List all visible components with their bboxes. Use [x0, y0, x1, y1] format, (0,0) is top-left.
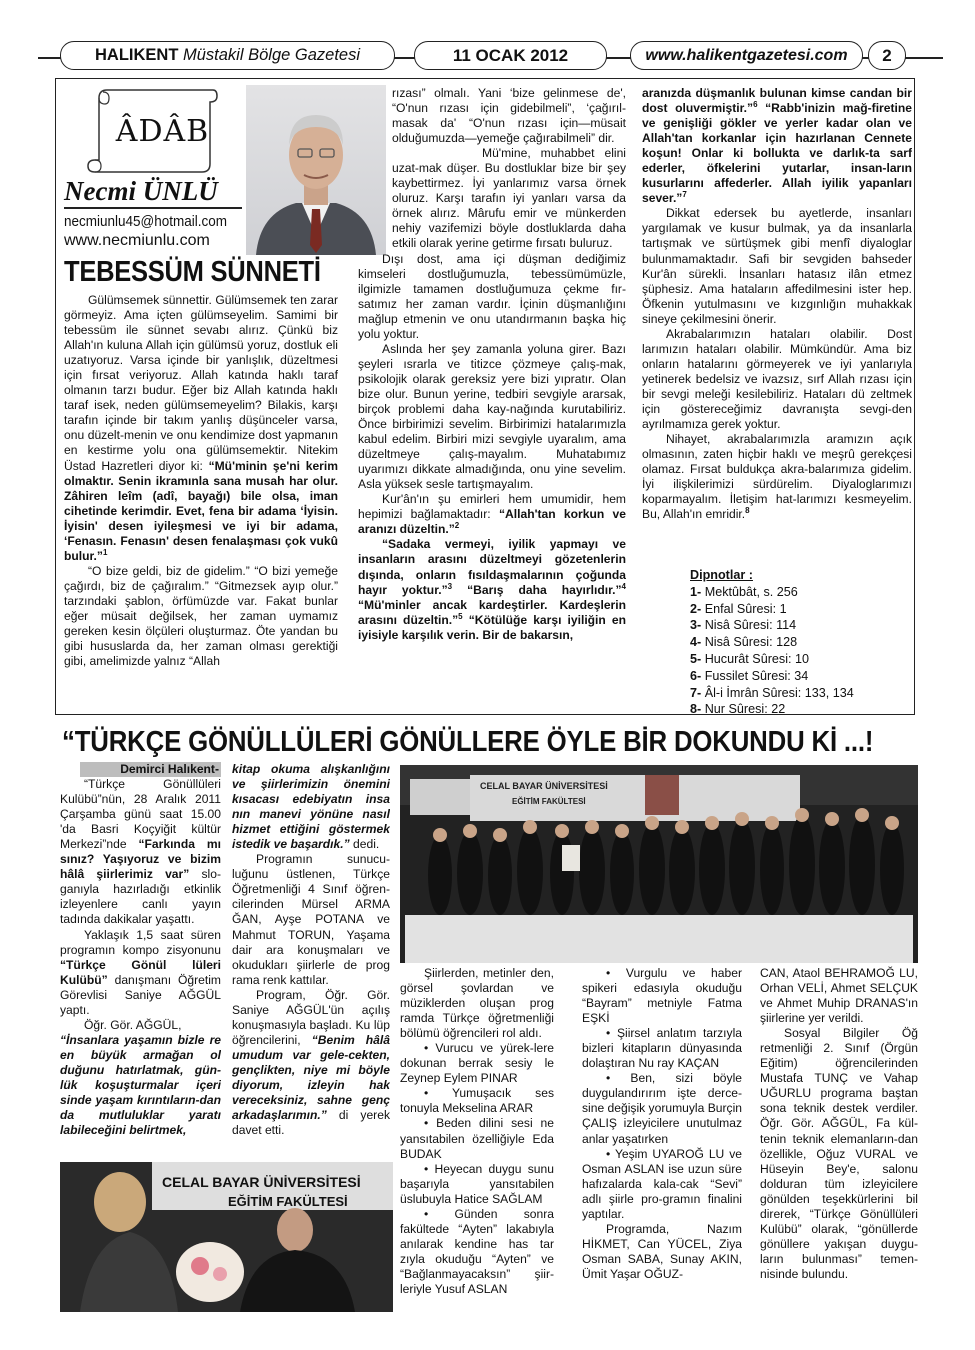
a2-c5-a: CAN, Ataol BEHRAMOĞ LU, Orhan VELİ, Ahmet SELÇUK ve Ahmet Muhip DRANAS'ın şiirlerine yer verildi. — [760, 966, 918, 1026]
page-number-box — [868, 41, 906, 70]
footnotes — [690, 567, 854, 718]
footnote-mark-5: 5 — [458, 611, 463, 621]
quote-5: “Kötülüğe karşı iyiliğin en iyisiyle karşılık verin. Bir de bakarsın, — [358, 612, 626, 642]
author-website: www.necmiunlu.com — [64, 232, 210, 249]
a2-c2-a: kitap okuma alışkanlığını ve şiirlerimizin önemini kısacası edebiyatın insa nın manevi yönüne nasıl hizmet ettiğini göstermek istedik ve başardık.” — [232, 762, 390, 852]
a2-c2-c: Programın sunucu-luğunu üstlenen, Türkçe Öğretmenliği 4 Sınıf öğren-cilerinden Mürsel ARMA ĞAN, Ayşe POTANA ve Mahmut TORUN, Yaşama dair ara konuşmaları ve okudukları şiirlerle de prog rama renk kattılar. — [232, 852, 390, 987]
quote-3: “Barış daha hayırlıdır.” — [467, 582, 622, 597]
article1-column-1 — [64, 293, 338, 705]
a2-c2-e: “Benim hâlâ umudum var gele-cekten, gençlikten, niye mi böyle diyorum, izleyin hak vereceksiniz, sahne genç arkadaşlarımın.” — [232, 1032, 390, 1123]
footnote-mark-8: 8 — [745, 506, 750, 516]
a2-c4-b: • Şiirsel anlatım tarzıyla bizleri kitapların dünyasında dolaştıran Nu ray KAÇAN — [582, 1026, 742, 1071]
article1-column-2 — [358, 86, 626, 708]
a2-c1-f: danışmanı Öğretim Görevlisi Saniye AĞGÜL yaptı. — [60, 972, 221, 1017]
footnotes-title: Dipnotlar : — [690, 568, 753, 582]
quote-2: “Sadaka vermeyi, iyilik yapmayı ve insanların arasını düzeltmeyi gözetenlerin dışında, onların fısıldaşmalarının çoğunda hayır yoktur.” — [358, 537, 626, 597]
quote-1: “Allah'tan korkun ve aranızı düzeltin.” — [358, 507, 626, 537]
a2-c1-h: “İnsanlara yaşamın bizle re en büyük armağan ol duğunu hatırlatmak, gün-lük koşuşturmalar içeri sinde yaşam kırıntıların-dan da mutluluklar yaratı labileceğini belirtmek, — [60, 1032, 221, 1138]
photo-banner-line-2: EĞİTİM FAKÜLTESİ — [512, 797, 586, 806]
a2-c5-b: Sosyal Bilgiler Öğ retmenliği 2. Sınıf (Örgün Eğitim) öğrencilerinden Mustafa TUNÇ ve Vahap UĞURLU programa baştan sona teknik destek verdiler. Öğr. Gör. AĞGÜL, Fa kül-tenin teknik elemanların-dan özellikle, Oğuz VURAL ve Hüseyin Bey'e, salonu dolduran tüm izleyicilere gönülden teşekkürlerini bil direrek, “Türkçe Gönüllüleri Kulübü” olarak, “gönüllerde gönüllere yakışan duygu-ların bulunması” temen-nisinde bulundu. — [760, 1026, 918, 1281]
page-number: 2 — [882, 45, 892, 65]
footnote-mark-7: 7 — [682, 190, 687, 200]
a2-c4-c: • Ben, sizi böyle duygulandırırım işte derce-sine değişik yorumuyla Burçin ÇALIŞ izleyicilere unutulmaz anlar yaşatırken — [582, 1071, 742, 1146]
footnote-mark-4: 4 — [621, 581, 626, 591]
dateline-bar: Demirci Halıkent- — [80, 762, 221, 777]
a2-c2-d: Program, Öğr. Gör. Saniye AĞGÜL'ün açılış konuşmasıyla başladı. Ku lüp öğrencilerini, — [232, 987, 390, 1047]
a2-c1-g: Öğr. Gör. AĞGÜL, — [84, 1017, 182, 1032]
article1-col2-p5: Kur'ân'ın şu emirleri hem umumidir, hem hepimizi bağlamaktadır: — [358, 492, 626, 522]
article2-column-3 — [400, 966, 554, 1316]
footnote-item: 2- Enfal Sûresi: 1 — [690, 601, 787, 616]
article1-col1-para: “O bize geldi, biz de gidelim.” “O bizi yemeğe çağırdı, biz de çağıralım.” “Gitmezsek ayıp olur.” tarzındaki şablon, örfümüzde var. Fakat bunlar eğer müsait değilsek, her zaman uymamız gereken kesin ölçüleri oluşturmaz. Öte yandan bu gibi hususlarda da, her zaman olması gerektiği gibi, amelimizde yalnız “Allah — [64, 563, 338, 669]
a2-c3-d: • Beden dilini sesi ne yansıtabilen özelliğiyle Eda BUDAK — [400, 1116, 554, 1161]
a2-c4-a: • Vurgulu ve haber spikeri edasıyla okuduğu “Bayram” metniyle Fatma EŞKİ — [582, 966, 742, 1026]
author-last-name: ÜNLÜ — [142, 176, 218, 206]
footnote-mark-2: 2 — [454, 521, 460, 531]
a2-c3-f: • Günden sonra fakültede “Ayten” lakabıyla anılarak kendine has tar zıyla okuduğu “Ayten” ve “Bağlanmayacaksın” şiir-leriyle Yusuf ASLAN — [400, 1206, 554, 1296]
article1-title: TEBESSÜM SÜNNETİ — [64, 256, 321, 288]
quote-5-cont: aranızda düşmanlık bulunan kimse candan bir dost oluvermiştir.” — [642, 86, 912, 116]
article2-column-2 — [232, 762, 390, 1158]
author-first-name: Necmi — [64, 176, 136, 206]
group-photo — [400, 765, 918, 963]
paper-subtitle: Müstakil Bölge Gazetesi — [183, 46, 360, 64]
footnote-item: 5- Hucurât Sûresi: 10 — [690, 651, 810, 666]
photo-banner-line-1: CELAL BAYAR ÜNİVERSİTESİ — [480, 781, 608, 791]
footnote-mark-3: 3 — [447, 581, 453, 591]
footnote-item: 1- Mektûbât, s. 256 — [690, 584, 798, 599]
a2-c4-d: • Yeşim UYAROĞ LU ve Osman ASLAN ise uzun süre hafızalarda kala-cak “Sevi” adlı şiirle pro-gramın finalini yaptılar. — [582, 1146, 742, 1221]
article2-column-4 — [582, 966, 742, 1316]
column-logo-text: ÂDÂB — [115, 114, 210, 149]
quote-6: “Rabb'inizin mağ-firetine ve genişliği gökler ve yerler kadar olan ve Allah'tan korkanlar için hazırlanan Cennete koşun! Onlar ki bollukta ve darlık-ta sarf ederler, öfkelerini yutarlar, insan-ların kusurlarını affederler. Allah iyilik yapanları sever.” — [642, 101, 912, 206]
a2-c3-b: • Vurucu ve yürek-lere dokunan berrak sesiy le Zeynep Eylem PINAR — [400, 1041, 554, 1086]
a2-c1-e: “Türkçe Gönül lüleri Kulübü” — [60, 957, 221, 987]
a2-c3-e: • Heyecan duygu sunu başarıyla yansıtabilen üslubuyla Hatice SAĞLAM — [400, 1161, 554, 1206]
author-name — [64, 176, 218, 207]
article1-col3-p2: Akrabalarımızın hataları olabilir. Dost larımızın hataları olabilir. Mümkündür. Ama biz onların hatalarını görmeyerek ve iyi yanlarıyla yetinerek bedelsiz ve ivazsız, sırf Allah rızası için bir sevgi meleği kesilebiliriz. Hataları dü zeltmek için göstereceğimiz davranışta sevgi-den ayrılmamıza gerek yoktur. — [642, 326, 912, 432]
a2-c2-b: dedi. — [353, 837, 380, 852]
paper-name: HALIKENT — [94, 46, 179, 64]
author-underline — [64, 207, 242, 209]
a2-c4-e: Programda, Nazım HİKMET, Can YÜCEL, Ziya Osman SABA, Sunay AKIN, Ümit Yaşar OĞUZ- — [582, 1221, 742, 1281]
article1-col3-p1: Dikkat edersek bu ayetlerde, insanları yargılamak ve kusur bulmak, ya da insanlarla tartışmak ve sürtüşmek gibi menfî diyaloglar bulunmamaktadır. Safi bir sevgiden bahseder Kur'ân sürekli. İnsanları hatasız ilân etmez şüphesiz. Ama hataların affedilmesini ister hep. Öfkenin yutulmasını ve kızgınlığın muhakkak sineye çekilmesini önerir. — [642, 206, 912, 326]
masthead-box — [60, 41, 395, 70]
article2-column-1 — [60, 762, 221, 1158]
footnote-item: 4- Nisâ Sûresi: 128 — [690, 635, 798, 650]
article2-headline: “TÜRKÇE GÖNÜLLÜLERİ GÖNÜLLERE ÖYLE BİR DOKUNDU Kİ ...! — [62, 726, 874, 758]
article1-col2-p1: rızası” olmalı. Yani ‘bize gelinmese de', “O'nun rızası için gidebilmeli”, ‘çağırıl-masak da' “O'nun rızası için—müsait olduğumuzda—yemeğe çağırabilmeli” dir. — [392, 86, 626, 146]
a2-c1-a: “Türkçe Gönüllüleri Kulübü”nün, 28 Aralık 2011 Çarşamba günü saat 15.00 'da Basri Koçyiğit kültür Merkezi”nde — [60, 777, 221, 852]
a2-c1-c: slo-ganıyla hazırladığı etkinlik izleyenlere canlı yayın tadında dakikalar yaşattı. — [60, 867, 221, 927]
article1-column-3 — [642, 86, 912, 556]
footnote-item: 3- Nisâ Sûresi: 114 — [690, 618, 797, 633]
article1-col2-p4: Aslında her şey zamanla yoluna girer. Bazı şeyleri ısrarla ve titizce çözmeye çalış-mak, psikolojik olarak gereksiz yere bizi yıpratır. Olan bize olur. Bunun yerine, tedbiri sevgiyle ararsak, birçok problemi daha kay-nağında kurutabiliriz. Önce birbirimizi sevelim. Birbirimizi hatalarımızla kabul edelim. Birbiri mizi sevgiyle uyaralım, ama düzeltmeye çalış-mayalım. Muhatabımız uyarımızı dikkate almadığında, onu yine sevelim. Asla yüksek sesle tartışmayalım. — [358, 341, 626, 492]
article1-col1-text: Gülümsemek sünnettir. Gülümsemek ten zarar görmeyiz. Ama içten gülümseyelim. Samimi bir tebessüm ile sünnet sevabı alırız. Çünkü biz Allah'ın kuluna Allah için gülümsü yoruz, dostluk eli uzatıyoruz. Varsa içinde bir yanlışlık, düzeltmesi için fırsat veriyoruz. Allah katında haklı taraf olmanın tarzı budur. Eğer biz Allah katında haklı taraf isek, neden gülümsemeyelim? Bilakis, karşı tarafın içinde bir takım yanlış düşünceler varsa, onu düzelt-menin ve onu kendimize dost yapmanın en kestirme yolu ona gülümsemektir. Nitekim Üstad Hazretleri diyor ki: — [64, 293, 338, 473]
article1-col3-p3: Nihayet, akrabalarımızla aramızın açık olmasının, zaten hiçbir haklı ve meşrû gerekçesi olamaz. Fırsat buldukça akra-balarımıza gidelim. İyi ilişkilerimizi sürdürelim. Diyaloglarımızı koparmayalım. İletişim hat-larımızı kesmeyelim. Bu, Allah'ın emridir. — [642, 432, 912, 522]
footnote-mark-1: 1 — [102, 547, 108, 557]
article1-col2-p2: Mü'mine, muhabbet elini uzat-mak düşer. Bu dostluklar bize bir şey kaybettirmez. İyi yanlarımız varsa örnek oluruz. Karşı tarafın iyi yanları varsa da örnek alırız. Mârufu emir ve münkerden nehiy vazifemizi böyle dostluklarda daha etkili olarak yerine getirme fırsatı buluruz. — [392, 146, 626, 251]
article2-column-5 — [760, 966, 918, 1316]
website-url: www.halikentgazetesi.com — [645, 46, 848, 64]
footnote-item: 8- Nur Sûresi: 22 — [690, 702, 786, 717]
footnote-item: 6- Fussilet Sûresi: 34 — [690, 668, 809, 683]
website-box — [630, 41, 863, 70]
date-box — [414, 41, 607, 70]
a2-c2-f: di yerek davet etti. — [232, 1108, 390, 1138]
footnote-item: 7- Âl-i İmrân Sûresi: 133, 134 — [690, 685, 854, 700]
a2-c1-b: “Farkında mı sınız? Yaşıyoruz ve bizim hâlâ şiirlerimiz var” — [60, 837, 221, 882]
article1-col2-p3: Dışı dost, ama içi düşman dediğimiz kimseleri dostluğumuzla, tebessümümüzle, ilgimizle tamamen dostluğumuza çekme fır-satımız her zaman vardır. İçinin düşmanlığını mağlup etmenin ve onu utandırmanın başka hiç yolu yoktur. — [358, 251, 626, 341]
footnote-mark-6: 6 — [753, 100, 758, 110]
photo2-banner-line-2: EĞİTİM FAKÜLTESİ — [228, 1194, 348, 1209]
a2-c3-c: • Yumuşacık ses tonuyla Mekselina ARAR — [400, 1086, 554, 1116]
a2-c1-d: Yaklaşık 1,5 saat süren programın kompo zisyonunu — [60, 927, 221, 957]
author-email: necmiunlu45@hotmail.com — [64, 213, 228, 230]
photo2-banner-line-1: CELAL BAYAR ÜNİVERSİTESİ — [162, 1174, 361, 1190]
article1-col1-quote: “Mü'minin şe'ni kerim olmaktır. Senin ikramınla sana musah har olur. Zâhiren leîm (adî, bayağı) bile olsa, iman cihetinde kerimdir. Evet, fena bir adama ‘İyisin. İyisin' desen iyileşmesi ve iyi bir adama, ‘Fenasın. Fenasın' desen fenalaşması çok vukû bulur.” — [64, 458, 338, 563]
award-photo — [60, 1162, 393, 1312]
quote-4: “Mü'minler ancak kardeştirler. Kardeşlerin arasını düzeltin.” — [358, 597, 626, 627]
issue-date: 11 OCAK 2012 — [452, 45, 569, 65]
a2-c3-a: Şiirlerden, metinler den, görsel şovlardan ve müziklerden oluşan prog ramda Türkçe öğretmenliği bölümü öğrencileri rol aldı. — [400, 966, 554, 1041]
group-photo-illustration — [400, 765, 918, 963]
